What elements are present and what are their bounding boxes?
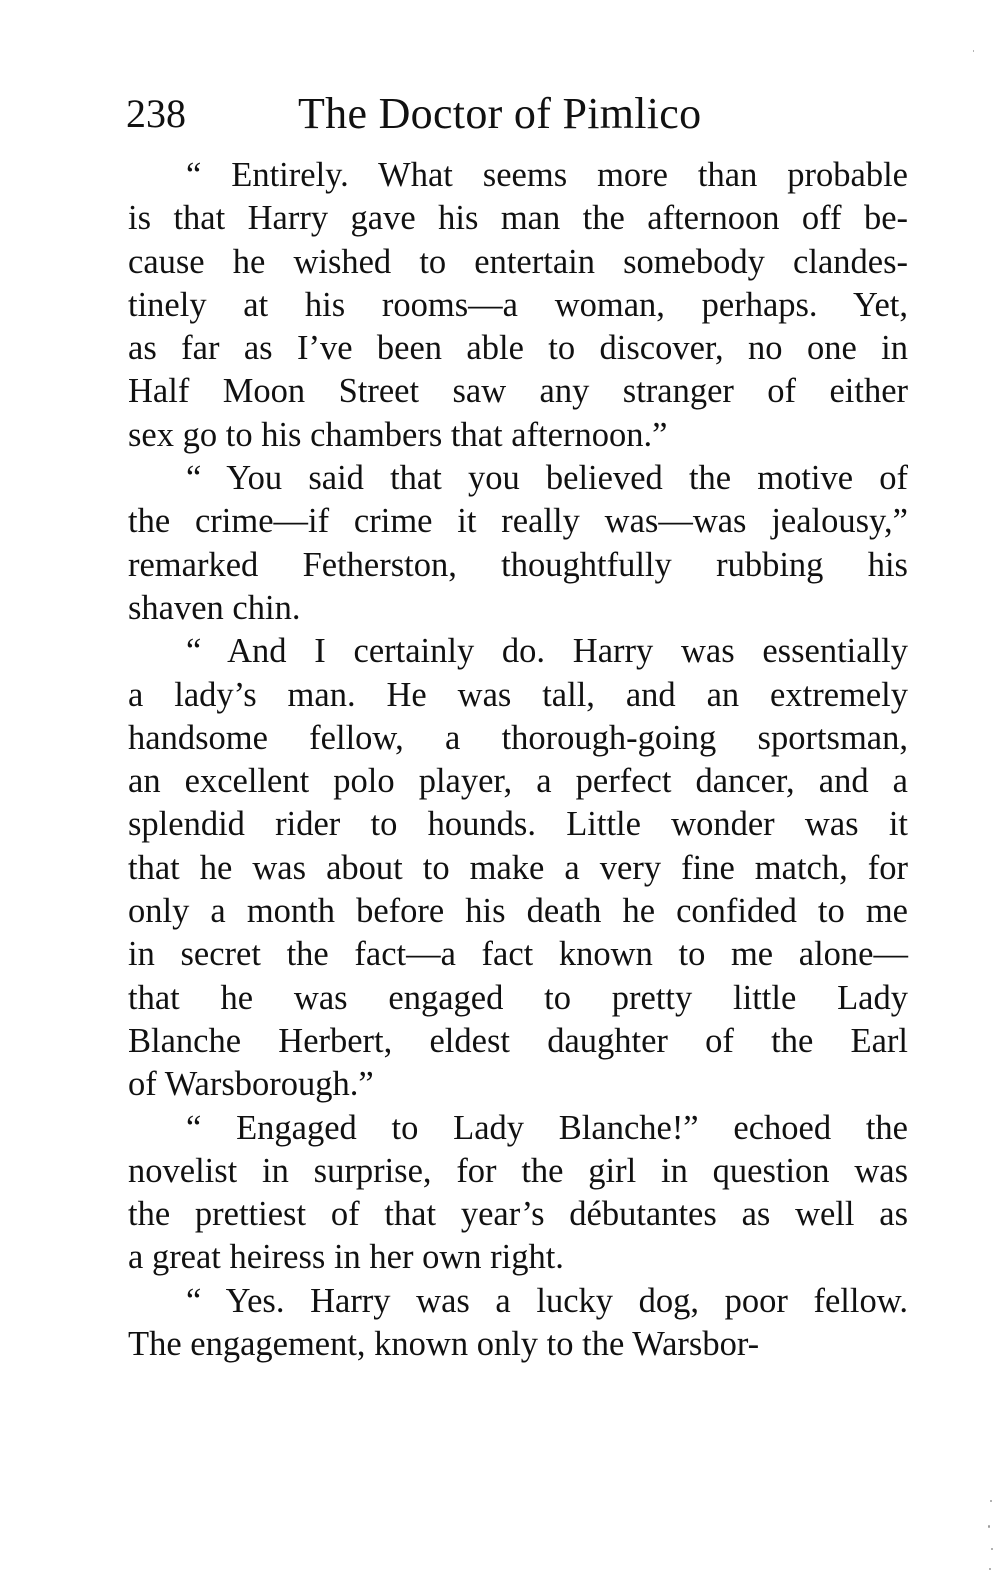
page-number: 238 xyxy=(126,91,186,136)
body-text xyxy=(128,154,908,1366)
scan-speck xyxy=(973,50,974,52)
text-line: “ Engaged to Lady Blanche!” echoed the xyxy=(186,1108,908,1147)
text-line: Blanche Herbert, eldest daughter of the Earl xyxy=(128,1021,908,1060)
text-line: the prettiest of that year’s débutantes as well as xyxy=(128,1195,908,1234)
text-line: of Warsborough.” xyxy=(128,1065,374,1104)
text-line: shaven chin. xyxy=(128,588,301,627)
paragraph xyxy=(128,1107,908,1280)
text-line: as far as I’ve been able to discover, no one in xyxy=(128,329,908,368)
text-line: cause he wished to entertain somebody clandes- xyxy=(128,242,908,281)
text-line: tinely at his rooms—a woman, perhaps. Yet, xyxy=(128,285,908,324)
text-line: handsome fellow, a thorough-going sportsman, xyxy=(128,718,908,757)
scan-speck xyxy=(991,1548,993,1550)
paragraph xyxy=(128,1280,908,1367)
text-line: remarked Fetherston, thoughtfully rubbing his xyxy=(128,545,908,584)
text-line: “ Yes. Harry was a lucky dog, poor fellow. xyxy=(186,1281,908,1320)
text-line: a great heiress in her own right. xyxy=(128,1238,564,1277)
scan-speck xyxy=(990,1500,992,1502)
text-line: that he was engaged to pretty little Lady xyxy=(128,978,908,1017)
text-line: only a month before his death he confided to me xyxy=(128,892,908,931)
text-line: sex go to his chambers that afternoon.” xyxy=(128,415,668,454)
text-line: “ Entirely. What seems more than probable xyxy=(186,156,908,194)
text-line: “ And I certainly do. Harry was essentially xyxy=(186,632,908,671)
scan-speck xyxy=(989,1568,991,1570)
text-line: the crime—if crime it really was—was jealousy,” xyxy=(128,502,908,541)
text-line: novelist in surprise, for the girl in question was xyxy=(128,1151,908,1190)
paragraph xyxy=(128,457,908,630)
text-line: in secret the fact—a fact known to me alone— xyxy=(128,935,908,974)
text-line: splendid rider to hounds. Little wonder was it xyxy=(128,805,908,844)
text-line: Half Moon Street saw any stranger of either xyxy=(128,372,908,411)
text-line: The engagement, known only to the Warsbor- xyxy=(128,1325,760,1364)
text-line: that he was about to make a very fine match, for xyxy=(128,848,908,887)
text-line: is that Harry gave his man the afternoon off be- xyxy=(128,199,908,238)
paragraph xyxy=(128,154,908,457)
page-header xyxy=(126,84,926,144)
text-line: a lady’s man. He was tall, and an extremely xyxy=(128,675,908,714)
text-line: “ You said that you believed the motive of xyxy=(186,459,908,498)
running-title: The Doctor of Pimlico xyxy=(298,89,702,138)
scan-speck xyxy=(988,1525,990,1528)
text-line: an excellent polo player, a perfect dancer, and a xyxy=(128,762,908,801)
paragraph xyxy=(128,630,908,1106)
